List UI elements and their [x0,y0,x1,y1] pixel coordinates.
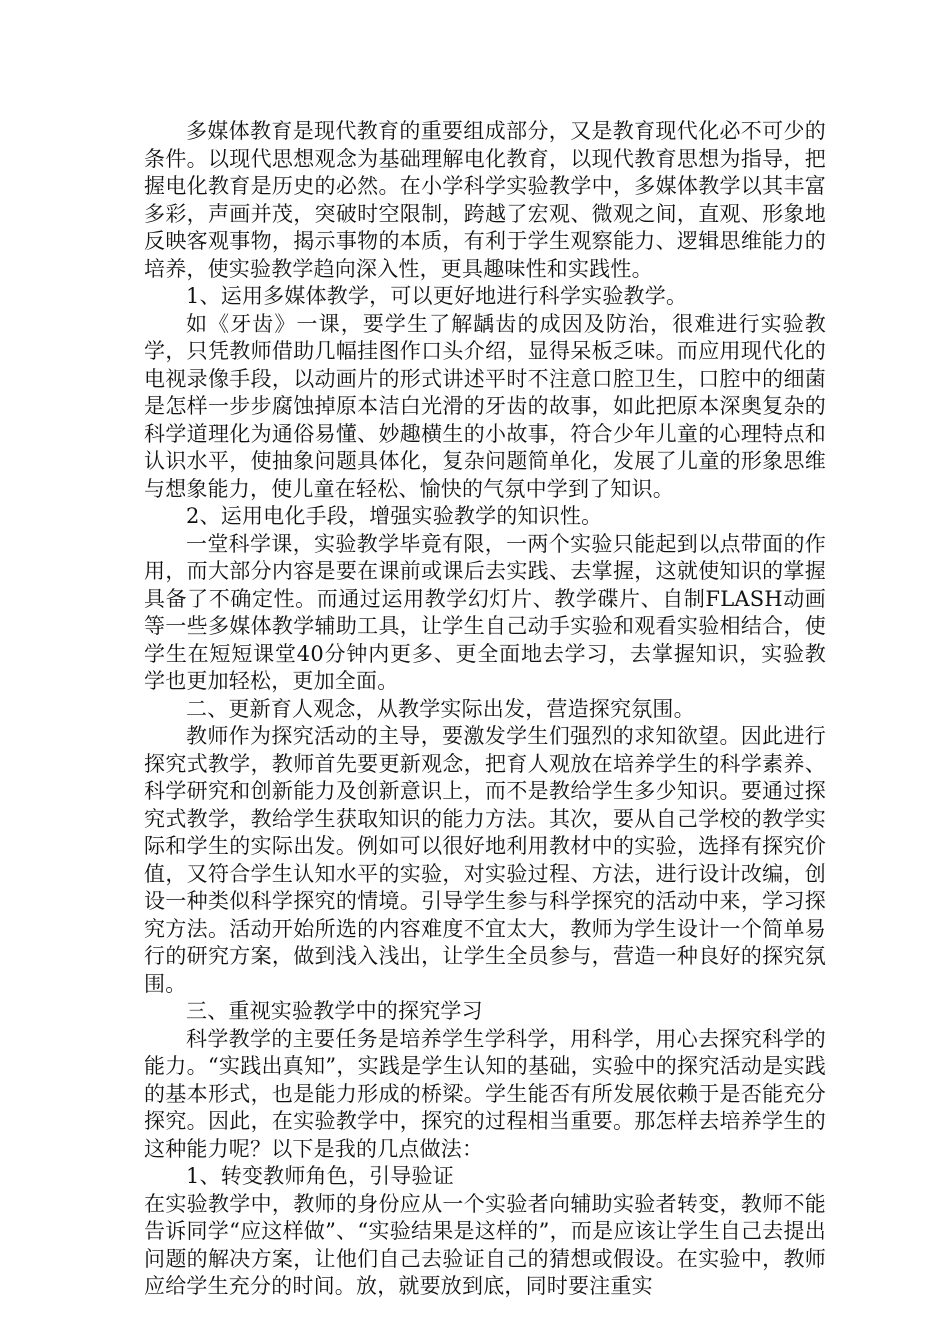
document-page [144,118,826,1301]
paragraph-teeth-example: 如《牙齿》一课，要学生了解龋齿的成因及防治，很难进行实验教学，只凭教师借助几幅挂图作口头介绍，显得呆板乏味。而应用现代化的电视录像手段，以动画片的形式讲述平时不注意口腔卫生，口腔中的细菌是怎样一步步腐蚀掉原本洁白光滑的牙齿的故事，如此把原本深奥复杂的科学道理化为通俗易懂、妙趣横生的小故事，符合少年儿童的心理特点和认识水平，使抽象问题具体化，复杂问题简单化，发展了儿童的形象思维与想象能力，使儿童在轻松、愉快的气氛中学到了知识。 [144,311,826,501]
section-heading-1-1: 1、运用多媒体教学，可以更好地进行科学实验教学。 [186,284,688,308]
section-heading-1-2: 2、运用电化手段，增强实验教学的知识性。 [186,504,603,528]
paragraph-science-class: 一堂科学课，实验教学毕竟有限，一两个实验只能起到以点带面的作用，而大部分内容是要在课前或课后去实践、去掌握，这就使知识的掌握具备了不确定性。而通过运用教学幻灯片、教学碟片、自制FLASH动画等一些多媒体教学辅助工具，让学生自己动手实验和观看实验相结合，使学生在短短课堂40分钟内更多、更全面地去学习，去掌握知识，实验教学也更加轻松，更加全面。 [144,531,826,693]
section-heading-3-1: 1、转变教师角色，引导验证 [186,1164,454,1188]
paragraph-intro: 多媒体教育是现代教育的重要组成部分，又是教育现代化必不可少的条件。以现代思想观念为基础理解电化教育，以现代教育思想为指导，把握电化教育是历史的必然。在小学科学实验教学中，多媒体教学以其丰富多彩，声画并茂，突破时空限制，跨越了宏观、微观之间，直观、形象地反映客观事物，揭示事物的本质，有利于学生观察能力、逻辑思维能力的培养，使实验教学趋向深入性，更具趣味性和实践性。 [144,119,826,281]
paragraph-experiment-role: 在实验教学中，教师的身份应从一个实验者向辅助实验者转变，教师不能告诉同学“应这样做”、“实验结果是这样的”，而是应该让学生自己去提出问题的解决方案，让他们自己去验证自己的猜想或假设。在实验中，教师应给学生充分的时间。放，就要放到底，同时要注重实 [144,1191,826,1298]
paragraph-teacher-role: 教师作为探究活动的主导，要激发学生们强烈的求知欲望。因此进行探究式教学，教师首先要更新观念，把育人观放在培养学生的科学素养、科学研究和创新能力及创新意识上，而不是教给学生多少知识。要通过探究式教学，教给学生获取知识的能力方法。其次，要从自己学校的教学实际和学生的实际出发。例如可以很好地利用教材中的实验，选择有探究价值，又符合学生认知水平的实验，对实验过程、方法，进行设计改编，创设一种类似科学探究的情境。引导学生参与科学探究的活动中来，学习探究方法。活动开始所选的内容难度不宜太大，教师为学生设计一个简单易行的研究方案，做到浅入浅出，让学生全员参与，营造一种良好的探究氛围。 [144,724,826,996]
section-heading-2: 二、更新育人观念，从教学实际出发，营造探究氛围。 [186,696,695,721]
section-heading-3: 三、重视实验教学中的探究学习 [186,999,483,1023]
paragraph-main-task: 科学教学的主要任务是培养学生学科学，用科学，用心去探究科学的能力。“实践出真知”，实践是学生认知的基础，实验中的探究活动是实践的基本形式，也是能力形成的桥梁。学生能否有所发展依赖于是否能充分探究。因此，在实验教学中，探究的过程相当重要。那怎样去培养学生的这种能力呢？以下是我的几点做法： [144,1026,826,1161]
